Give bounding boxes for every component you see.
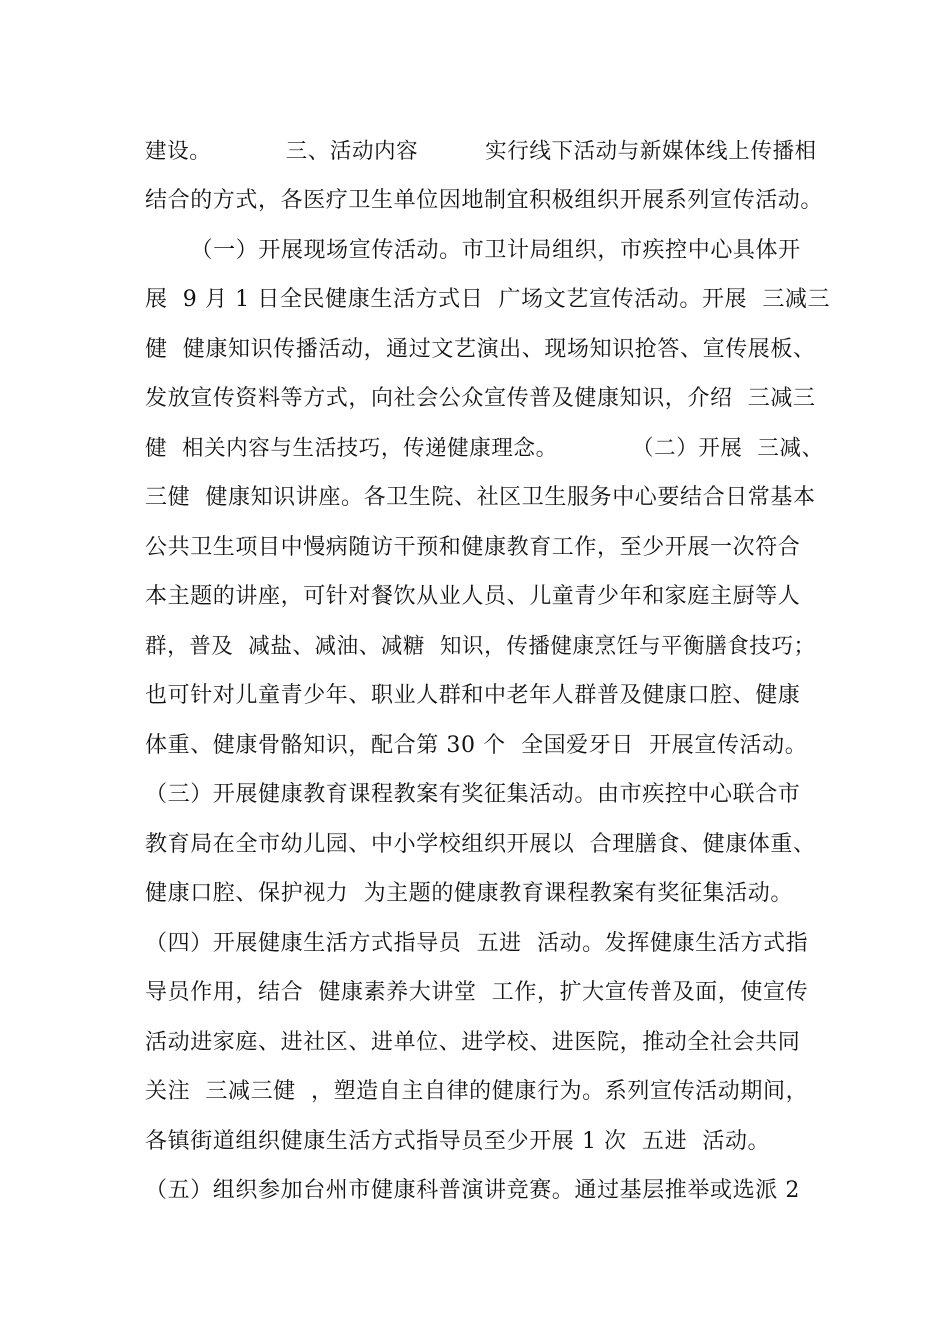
text-line: 体重、健康骨骼知识，配合第 30 个 全国爱牙日 开展宣传活动。	[145, 733, 808, 758]
text-line: 公共卫生项目中慢病随访干预和健康教育工作，至少开展一次符合	[145, 535, 801, 560]
text-line: 发放宣传资料等方式，向社会公众宣传普及健康知识，介绍 三减三	[145, 386, 816, 411]
text-line: 也可针对儿童青少年、职业人群和中老年人群普及健康口腔、健康	[145, 683, 801, 708]
text-line: 本主题的讲座，可针对餐饮从业人员、儿童青少年和家庭主厨等人	[145, 584, 801, 609]
text-line: 健康口腔、保护视力 为主题的健康教育课程教案有奖征集活动。	[145, 881, 793, 906]
text-line: 各镇街道组织健康生活方式指导员至少开展 1 次 五进 活动。	[145, 1129, 771, 1154]
text-line: 活动进家庭、进社区、进单位、进学校、进医院，推动全社会共同	[145, 1030, 801, 1055]
text-line: （一）开展现场宣传活动。市卫计局组织，市疾控中心具体开	[145, 238, 801, 263]
text-line: 展 9 月 1 日全民健康生活方式日 广场文艺宣传活动。开展 三减三	[145, 287, 831, 312]
text-line: （四）开展健康生活方式指导员 五进 活动。发挥健康生活方式指	[145, 931, 809, 956]
text-line: 关注 三减三健 ，塑造自主自律的健康行为。系列宣传活动期间，	[145, 1079, 809, 1104]
text-line: 导员作用，结合 健康素养大讲堂 工作，扩大宣传普及面，使宣传	[145, 980, 809, 1005]
text-line: 三健 健康知识讲座。各卫生院、社区卫生服务中心要结合日常基本	[145, 485, 816, 510]
text-line: 健 健康知识传播活动，通过文艺演出、现场知识抢答、宣传展板、	[145, 337, 816, 362]
text-line: 健 相关内容与生活技巧，传递健康理念。 （二）开展 三减、	[145, 436, 824, 461]
text-line: 教育局在全市幼儿园、中小学校组织开展以 合理膳食、健康体重、	[145, 832, 816, 857]
text-line: （五）组织参加台州市健康科普演讲竞赛。通过基层推举或选派 2	[145, 1178, 800, 1203]
text-line: （三）开展健康教育课程教案有奖征集活动。由市疾控中心联合市	[145, 782, 801, 807]
text-line: 群，普及 减盐、减油、减糖 知识，传播健康烹饪与平衡膳食技巧；	[145, 634, 816, 659]
text-line: 建设。 三、活动内容 实行线下活动与新媒体线上传播相	[145, 139, 817, 164]
text-line: 结合的方式，各医疗卫生单位因地制宜积极组织开展系列宣传活动。	[145, 188, 824, 213]
